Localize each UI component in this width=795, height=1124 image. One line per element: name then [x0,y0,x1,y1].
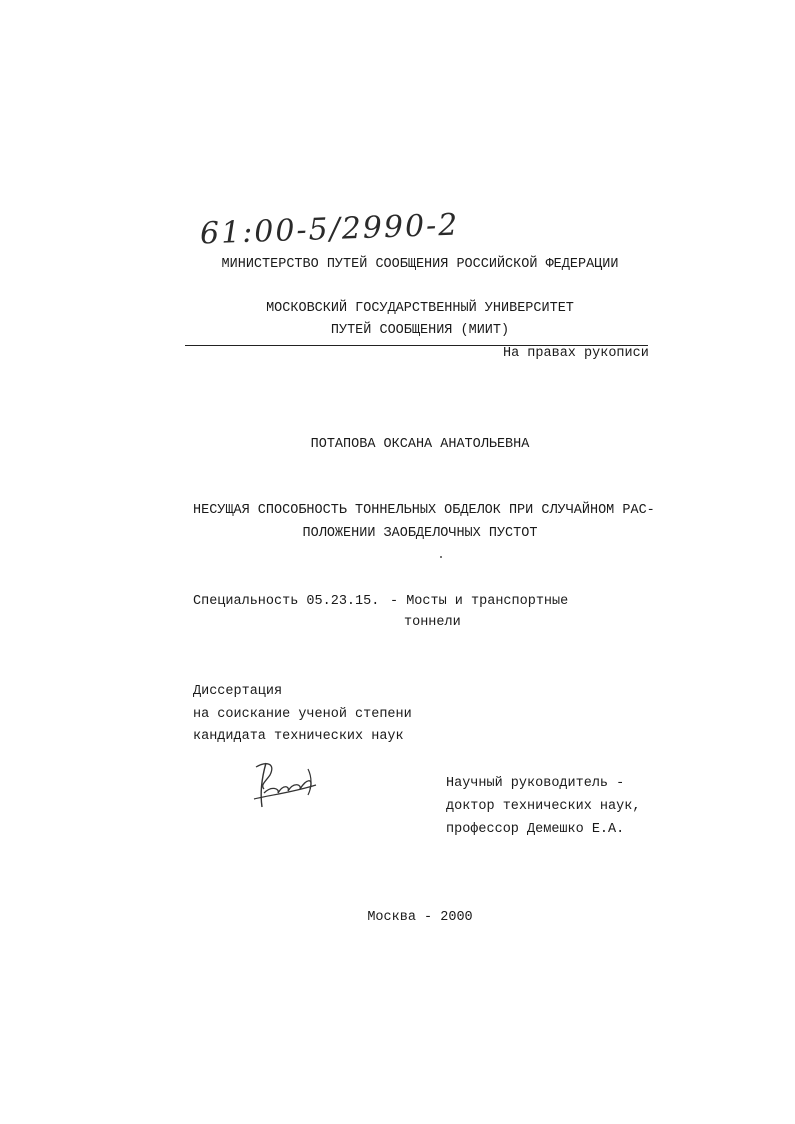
advisor-line2: доктор технических наук, [446,799,641,814]
dissertation-type-line2: на соискание ученой степени [193,707,412,722]
dissertation-title-line1: НЕСУЩАЯ СПОСОБНОСТЬ ТОННЕЛЬНЫХ ОБДЕЛОК ПРИ СЛУЧАЙНОМ РАС- [193,503,655,518]
university-name-line2: ПУТЕЙ СООБЩЕНИЯ (МИИТ) [330,323,510,338]
specialty-name-line1: - Мосты и транспортные [390,594,569,609]
author-name: ПОТАПОВА ОКСАНА АНАТОЛЬЕВНА [310,437,530,452]
advisor-signature [250,755,330,815]
handwritten-catalog-code: 61:00-5/2990-2 [199,207,460,252]
ministry-header: МИНИСТЕРСТВО ПУТЕЙ СООБЩЕНИЯ РОССИЙСКОЙ ФЕДЕРАЦИИ [221,257,619,272]
dissertation-title-line2: ПОЛОЖЕНИИ ЗАОБДЕЛОЧНЫХ ПУСТОТ [302,526,538,541]
specialty-name-line2: тоннели [404,615,461,630]
dissertation-type-line3: кандидата технических наук [193,729,404,744]
specialty-code: Специальность 05.23.15. [193,594,380,609]
advisor-line3: профессор Демешко Е.А. [446,822,625,837]
scan-speck [440,556,442,558]
advisor-line1: Научный руководитель - [446,776,625,791]
university-name-line1: МОСКОВСКИЙ ГОСУДАРСТВЕННЫЙ УНИВЕРСИТЕТ [266,301,574,316]
dissertation-type-line1: Диссертация [193,684,283,699]
city-year: Москва - 2000 [367,910,473,925]
manuscript-note: На правах рукописи [503,346,649,361]
